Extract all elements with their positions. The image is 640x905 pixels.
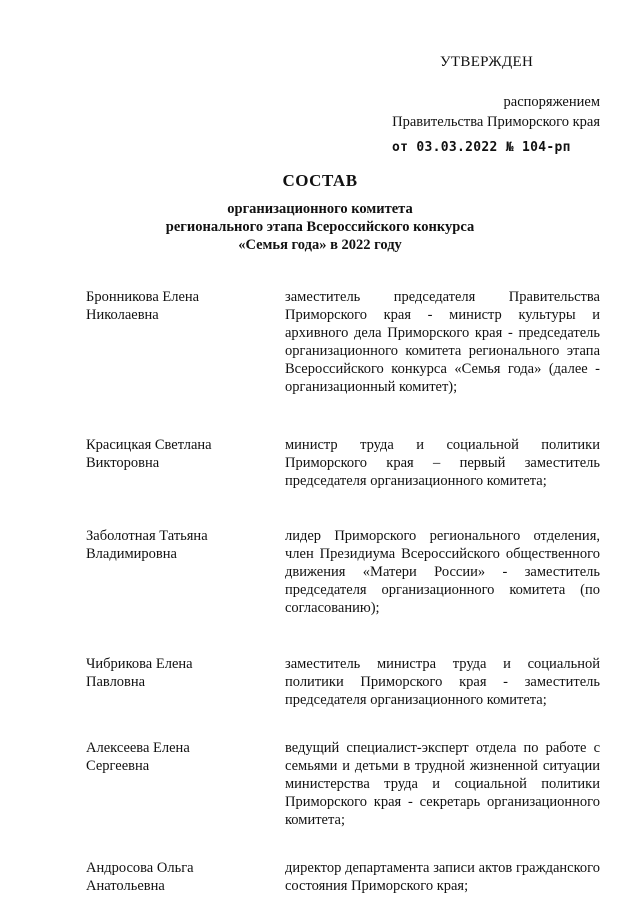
member-name: Чибрикова Елена Павловна (86, 656, 193, 690)
approved-label: УТВЕРЖДЕН (440, 54, 534, 70)
member-role: лидер Приморского регионального отделения, член Президиума Всероссийского общественного движения «Матери России» - заместитель председателя организационного комитета (по согласованию); (285, 528, 600, 616)
member-name: Бронникова Елена Николаевна (86, 289, 200, 323)
member-role: директор департамента записи актов гражданского состояния Приморского края; (285, 860, 600, 894)
member-row (86, 288, 600, 396)
approval-line-2: Правительства Приморского края (392, 114, 600, 130)
order-number: от 03.03.2022 № 104-рп (392, 140, 571, 155)
member-name: Алексеева Елена Сергеевна (86, 740, 190, 774)
document-heading (0, 170, 640, 254)
member-name: Заболотная Татьяна Владимировна (86, 528, 208, 562)
subtitle-line-1: организационного комитета (227, 201, 413, 217)
member-role: министр труда и социальной политики Приморского края – первый заместитель председателя организационного комитета; (285, 437, 600, 489)
member-role: ведущий специалист-эксперт отдела по работе с семьями и детьми в трудной жизненной ситуации министерства труда и социальной политики Приморского края - секретарь организационного комитета; (285, 740, 600, 828)
subtitle-line-2: регионального этапа Всероссийского конкурса (165, 219, 475, 235)
approval-stamp (360, 52, 600, 158)
member-row (86, 655, 600, 709)
member-row (86, 527, 600, 617)
subtitle-line-3: «Семья года» в 2022 году (238, 237, 402, 253)
member-role: заместитель председателя Правительства Приморского края - министр культуры и архивного дела Приморского края - председатель организационного комитета регионального этапа Всероссийского конкурса «Семья года» (далее - организационный комитет); (285, 289, 600, 395)
approval-line-1: распоряжением (503, 94, 600, 110)
member-row (86, 739, 600, 829)
committee-members-list (86, 288, 600, 895)
member-row (86, 436, 600, 490)
member-name: Красицкая Светлана Викторовна (86, 437, 212, 471)
member-row (86, 859, 600, 895)
document-title: СОСТАВ (282, 171, 358, 190)
member-name: Андросова Ольга Анатольевна (86, 860, 194, 894)
member-role: заместитель министра труда и социальной политики Приморского края - заместитель председателя организационного комитета; (285, 656, 600, 708)
